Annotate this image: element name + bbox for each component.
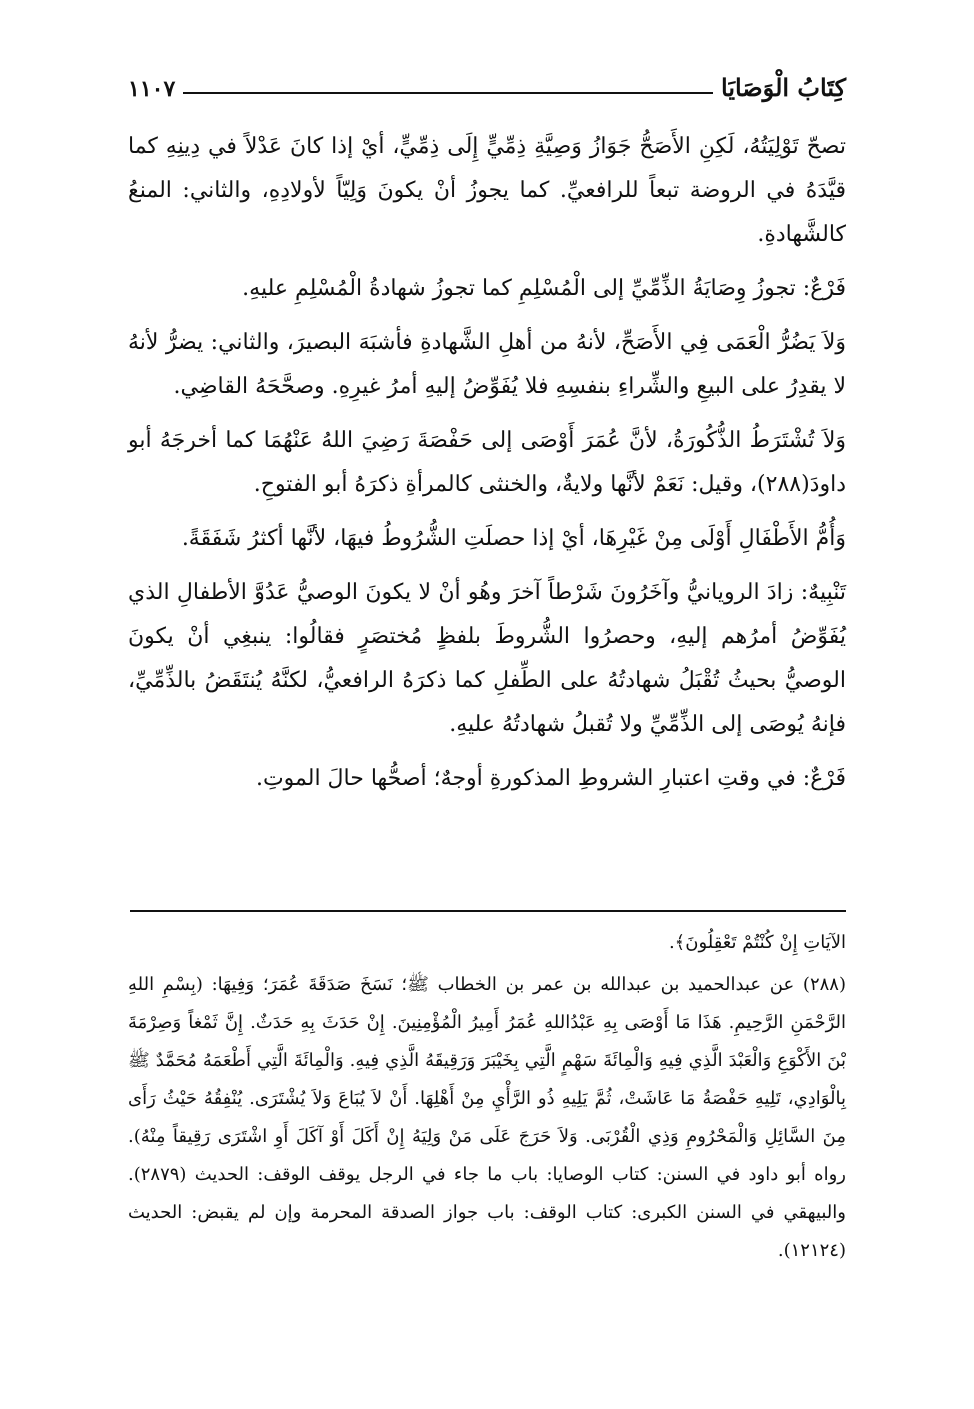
footnote-separator	[130, 910, 846, 912]
page-header	[128, 62, 846, 102]
chapter-title: كِتَابُ الْوَصَايَا	[721, 73, 846, 102]
header-rule	[183, 92, 713, 94]
paragraph-1: تصحّ تَوْلِيَتُهُ، لَكِنِ الأَصَحُّ جَوَازُ وَصِيَّةِ ذِمِّيٍّ إِلَى ذِمِّيٍّ، أيْ إذا كانَ عَدْلاً في دِينِهِ كما قيَّدَهُ في الروضة تبعاً للرافعيِّ. كما يجوزُ أنْ يكونَ وَلِيّاً لأولادِهِ، والثاني: المنعُ كالشَّهادةِ.	[128, 134, 846, 247]
footnote-continuation: الآيَاتِ إِنْ كُنْتُمْ تَعْقِلُونَ﴾.	[668, 932, 846, 953]
paragraph-3: وَلاَ يَضُرُّ الْعَمَى فِي الأَصَحِّ، لأنهُ من أهلِ الشَّهادةِ فأشبَهَ البصيرَ، والثاني: يضرُّ لأنهُ لا يقدِرُ على البيعِ والشِّراءِ بنفسِهِ فلا يُفَوِّضُ إليهِ أمرُ غيرِهِ. وصحَّحَهُ القاضِي.	[128, 330, 846, 399]
paragraph-4: وَلاَ تُشْتَرَطُ الذُّكُورَةُ، لأنَّ عُمَرَ أَوْصَى إلى حَفْصَةَ رَضِيَ اللهُ عَنْهُمَا كما أخرجَهُ أبو داودَ(٢٨٨)، وقيل: نَعَمْ لأنَّها ولايةٌ، والخنثى كالمرأةِ ذكرَهُ أبو الفتوحِ.	[128, 428, 846, 497]
main-text	[128, 125, 846, 811]
paragraph-2: فَرْعٌ: تجوزُ وِصَايَةُ الذِّمِّيِّ إلى الْمُسْلِمِ كما تجوزُ شهادةُ الْمُسْلِمِ عليهِ.	[242, 276, 846, 301]
paragraph-5: وَأُمُّ الأَطْفَالِ أَوْلَى مِنْ غَيْرِهَا، أيْ إذا حصلَتِ الشُّرُوطُ فيهَا، لأنَّها أكثرُ شَفَقَةً.	[181, 526, 846, 551]
paragraph-6: تَنْبِيهٌ: زادَ الرويانيُّ وآخَرُونَ شَرْطاً آخرَ وهُو أنْ لا يكونَ الوصيُّ عَدُوَّ الأطفالِ الذي يُفَوِّضُ أمرُهم إليهِ، وحصرُوا الشُّروطَ بلفظٍ مُختصَرٍ فقالُوا: ينبغِي أنْ يكونَ الوصيُّ بحيثُ تُقْبَلُ شهادتُهُ على الطِّفلِ كما ذكرَهُ الرافعيُّ، لكنَّهُ يُنتَقَضُ بالذِّمِّيِّ، فإنهُ يُوصَى إلى الذِّمِّيِّ ولا تُقبلُ شهادتُهُ عليهِ.	[128, 580, 846, 737]
page-number: ١١٠٧	[128, 76, 176, 102]
footnote-288: (٢٨٨) عن عبدالحميد بن عبدالله بن عمر بن الخطاب ﷺ؛ نَسَخَ صَدَقَةَ عُمَرَ؛ وَفِيهَا: (بِسْمِ اللهِ الرَّحْمَنِ الرَّحِيمِ. هَذَا مَا أَوْصَى بِهِ عَبْدُاللهِ عُمَرُ أَمِيرُ الْمُؤْمِنِينَ. إِنْ حَدَثَ بِهِ حَدَثٌ. إِنَّ ثَمْغاً وَصِرْمَةَ بْنَ الأَكْوَعِ وَالْعَبْدَ الَّذِي فِيهِ وَالْمِائَةَ سَهْمٍ الَّتِي بِخَيْبَرَ وَرَقِيقَهُ الَّذِي فِيهِ. وَالْمِائَةَ الَّتِي أَطْعَمَهُ مُحَمَّدٌ ﷺ بِالْوَادِي، تَلِيهِ حَفْصَةُ مَا عَاشَتْ، ثُمَّ يَلِيهِ ذُو الرَّأْيِ مِنْ أَهْلِهَا. أَنْ لاَ يُبَاعَ وَلاَ يُشْتَرَى. يُنْفِقُهُ حَيْثُ رَأَى مِنَ السَّائِلِ وَالْمَحْرُومِ وَذِي الْقُرْبَى. وَلاَ حَرَجَ عَلَى مَنْ وَلِيَهُ إِنْ أَكَلَ أَوْ آكَلَ أَوِ اشْتَرَى رَقِيقاً مِنْهُ). رواه أبو داود في السنن: كتاب الوصايا: باب ما جاء في الرجل يوقف الوقف: الحديث (٢٨٧٩). والبيهقي في السنن الكبرى: كتاب الوقف: باب جواز الصدقة المحرمة وإن لم يقبض: الحديث (١٢١٢٤).	[128, 974, 846, 1261]
footnotes	[128, 924, 846, 1270]
paragraph-7: فَرْعٌ: في وقتِ اعتبارِ الشروطِ المذكورةِ أوجهٌ؛ أصحُّها حالَ الموتِ.	[255, 766, 846, 791]
